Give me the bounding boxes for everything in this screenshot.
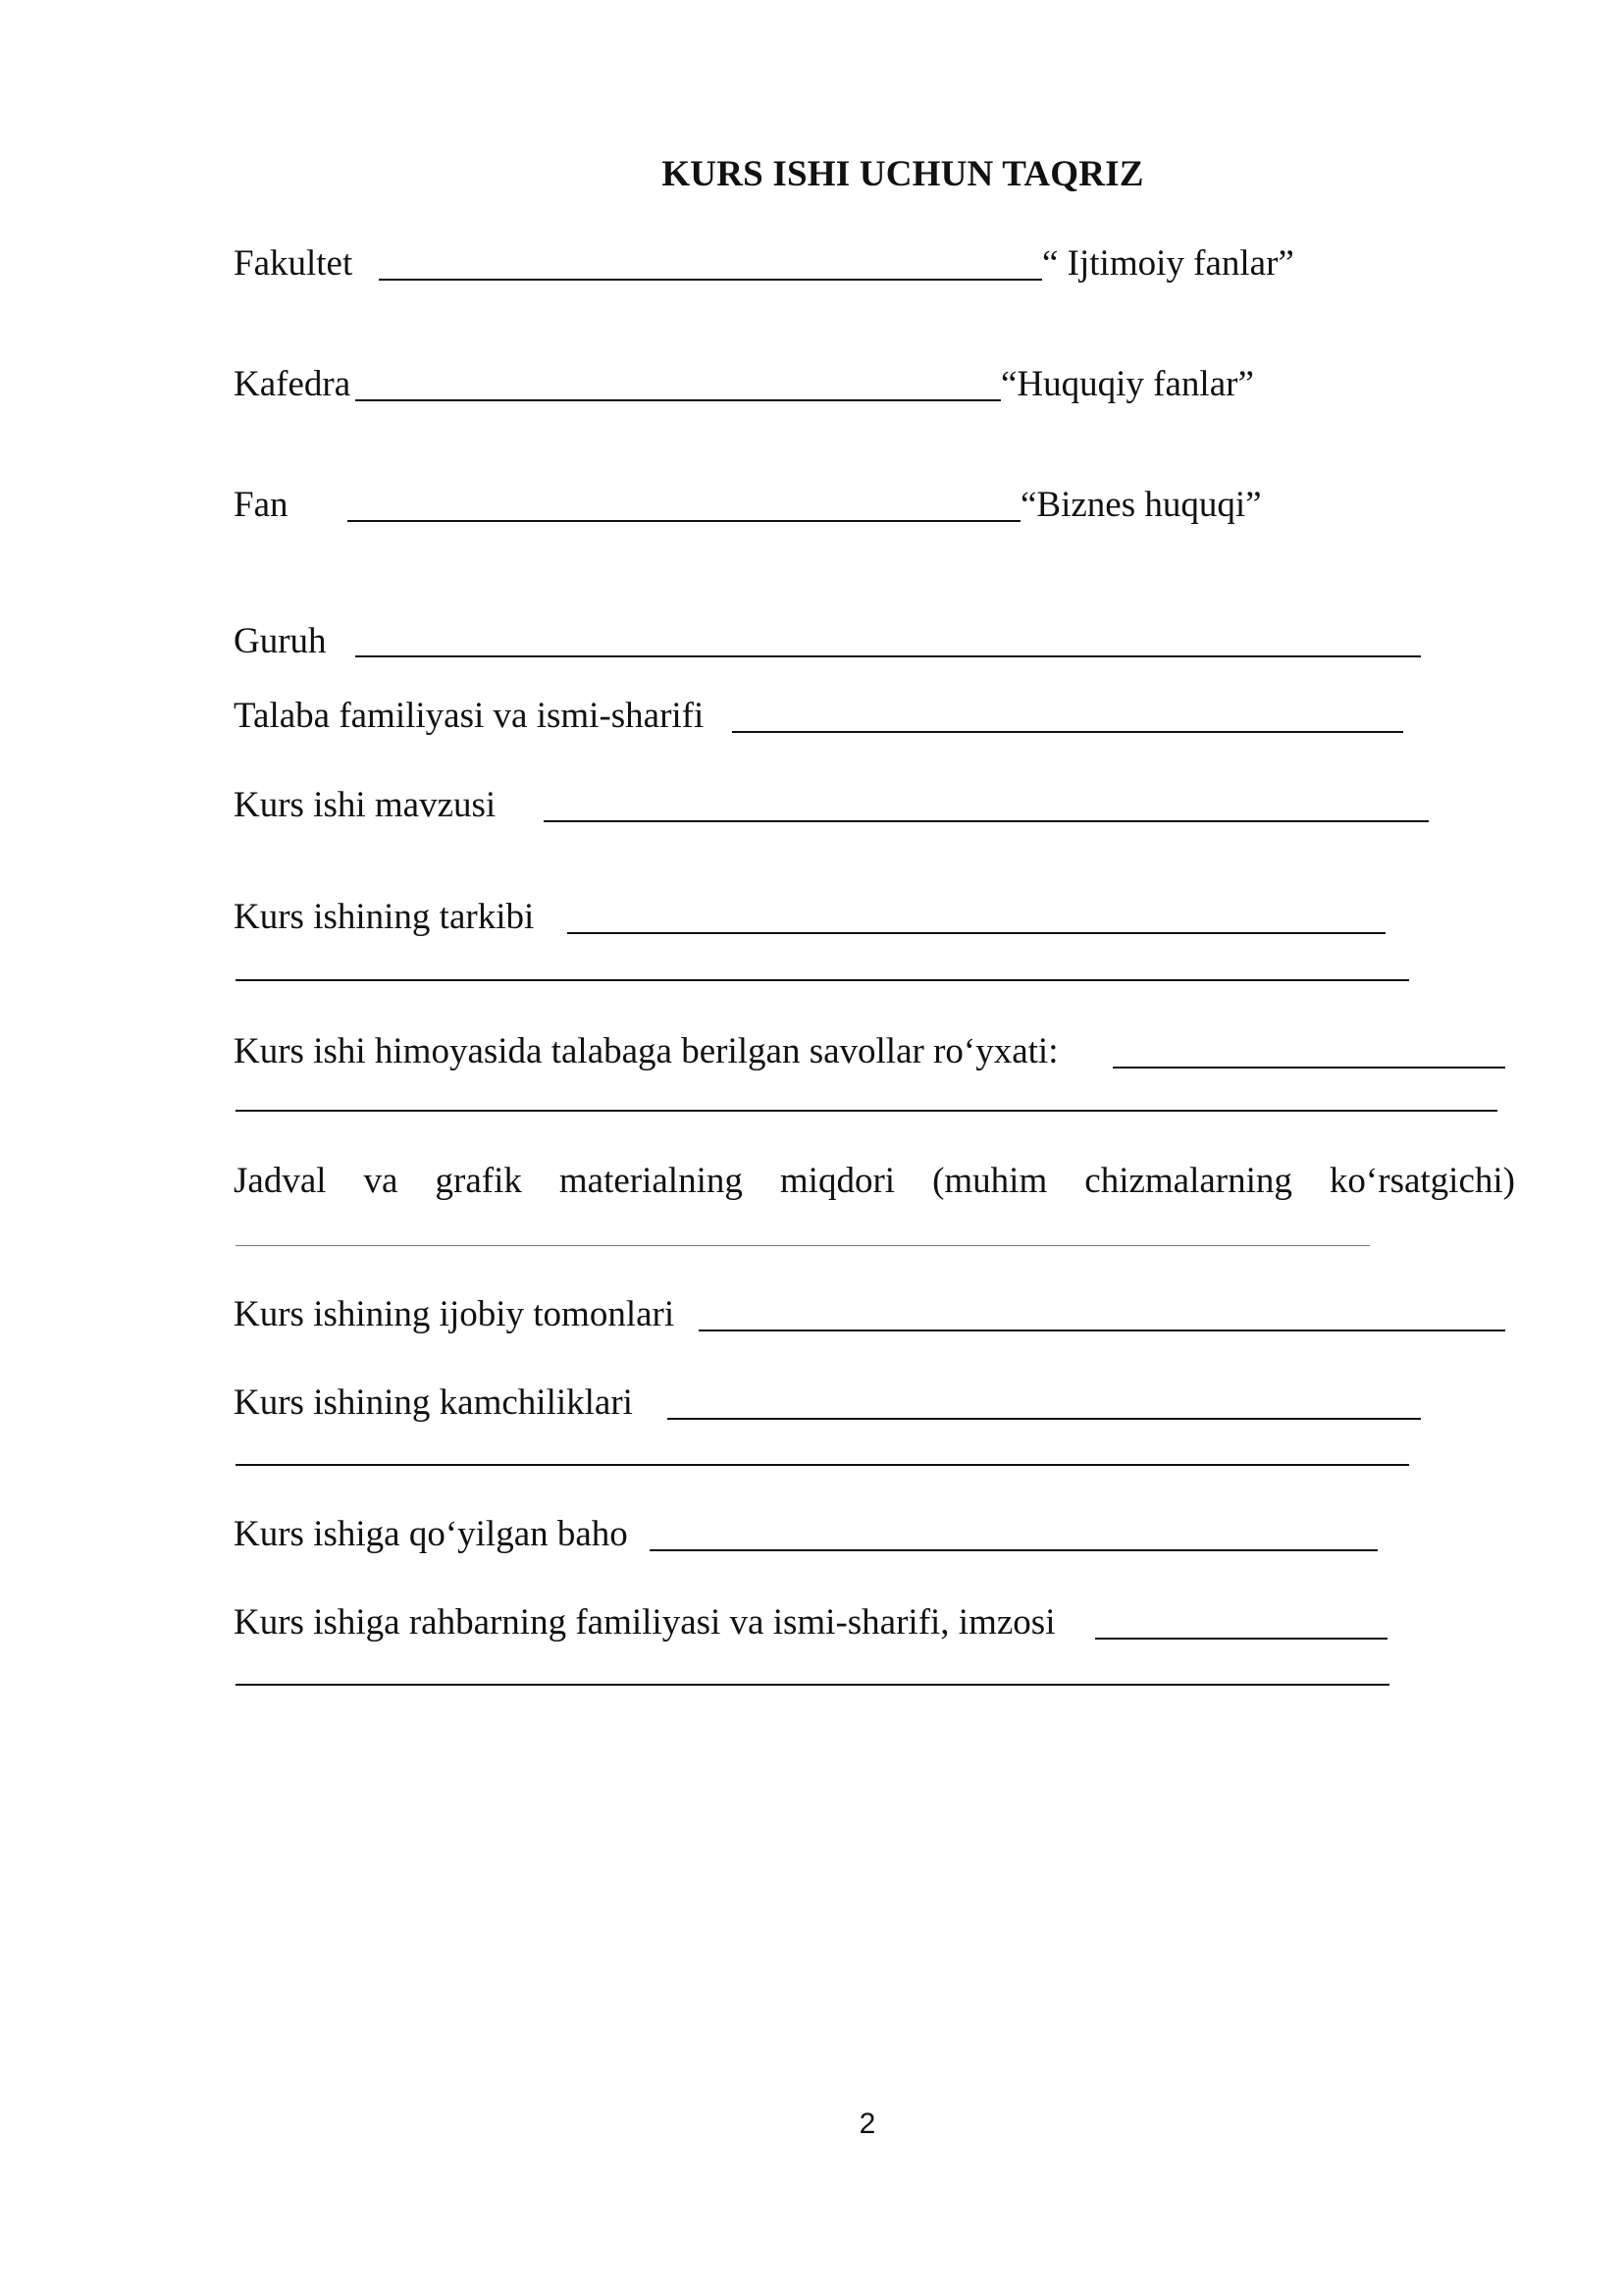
talaba-field-line[interactable] bbox=[732, 731, 1403, 733]
mavzu-field-line[interactable] bbox=[544, 820, 1429, 822]
jadval-word: materialning bbox=[558, 1161, 743, 1201]
baho-field-line[interactable] bbox=[650, 1549, 1378, 1551]
tarkibi-field-line[interactable] bbox=[567, 932, 1386, 934]
jadval-word: va bbox=[363, 1161, 398, 1201]
rahbar-field-line[interactable] bbox=[1095, 1638, 1388, 1640]
savollar-continuation-line[interactable] bbox=[236, 1110, 1497, 1112]
fakultet-value: “ Ijtimoiy fanlar” bbox=[1042, 243, 1294, 284]
rahbar-continuation-line[interactable] bbox=[236, 1684, 1389, 1686]
fan-field-line[interactable] bbox=[347, 520, 1021, 522]
kafedra-label: Kafedra bbox=[234, 364, 351, 404]
jadval-word: ko‘rsatgichi) bbox=[1329, 1161, 1515, 1201]
baho-label: Kurs ishiga qo‘yilgan baho bbox=[234, 1514, 628, 1554]
rahbar-label: Kurs ishiga rahbarning familiyasi va ismi-sharifi, imzosi bbox=[234, 1602, 1056, 1643]
kamchilik-field-line[interactable] bbox=[667, 1418, 1421, 1420]
mavzu-label: Kurs ishi mavzusi bbox=[234, 785, 497, 825]
jadval-word: miqdori bbox=[779, 1161, 896, 1201]
page-title: KURS ISHI UCHUN TAQRIZ bbox=[661, 154, 1144, 194]
kafedra-value: “Huquqiy fanlar” bbox=[1001, 364, 1254, 404]
jadval-word: (muhim bbox=[932, 1161, 1048, 1201]
ijobiy-field-line[interactable] bbox=[699, 1330, 1505, 1331]
fan-value: “Biznes huquqi” bbox=[1021, 485, 1262, 525]
fakultet-label: Fakultet bbox=[234, 243, 353, 284]
kamchilik-continuation-line[interactable] bbox=[236, 1464, 1409, 1466]
jadval-word: grafik bbox=[435, 1161, 522, 1201]
savollar-field-line[interactable] bbox=[1113, 1067, 1505, 1069]
fan-label: Fan bbox=[234, 485, 288, 525]
jadval-label bbox=[234, 1163, 1515, 1199]
page-number: 2 bbox=[859, 2108, 876, 2140]
kafedra-field-line[interactable] bbox=[355, 399, 1001, 401]
guruh-field-line[interactable] bbox=[355, 655, 1421, 657]
jadval-word: Jadval bbox=[234, 1161, 327, 1201]
savollar-label: Kurs ishi himoyasida talabaga berilgan savollar ro‘yxati: bbox=[234, 1031, 1059, 1071]
tarkibi-continuation-line[interactable] bbox=[236, 979, 1409, 981]
jadval-field-line[interactable] bbox=[236, 1245, 1370, 1246]
guruh-label: Guruh bbox=[234, 621, 327, 661]
ijobiy-label: Kurs ishining ijobiy tomonlari bbox=[234, 1294, 675, 1334]
fakultet-field-line[interactable] bbox=[379, 279, 1042, 281]
kamchilik-label: Kurs ishining kamchiliklari bbox=[234, 1382, 633, 1423]
jadval-word: chizmalarning bbox=[1084, 1161, 1292, 1201]
talaba-label: Talaba familiyasi va ismi-sharifi bbox=[234, 696, 705, 736]
tarkibi-label: Kurs ishining tarkibi bbox=[234, 897, 535, 937]
